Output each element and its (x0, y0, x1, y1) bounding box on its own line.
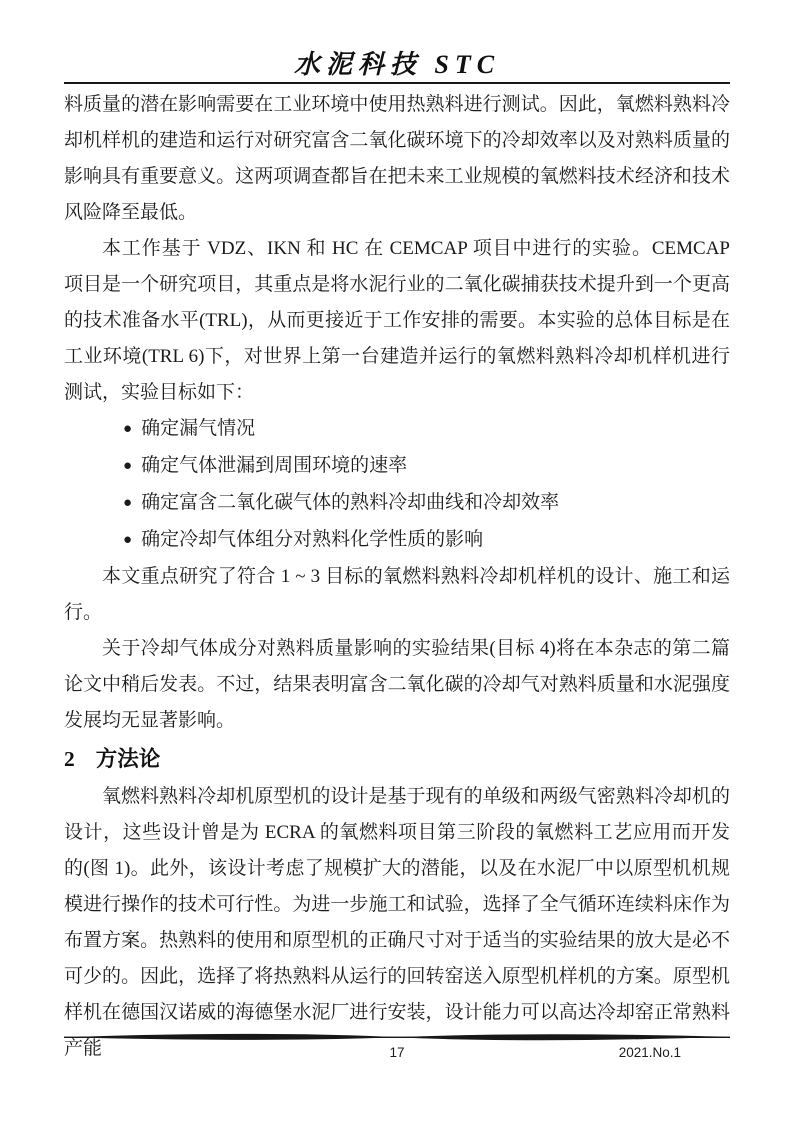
section-heading (64, 741, 730, 777)
bullet-icon: ● (123, 495, 133, 511)
paragraph: 关于冷却气体成分对熟料质量影响的实验结果(目标 4)将在本杂志的第二篇论文中稍后发表。不过，结果表明富含二氧化碳的冷却气对熟料质量和水泥强度发展均无显著影响。 (64, 638, 730, 731)
page-footer (64, 1033, 730, 1065)
paragraph: 氧燃料熟料冷却机原型机的设计是基于现有的单级和两级气密熟料冷却机的设计，这些设计曾是为 ECRA 的氧燃料项目第三阶段的氧燃料工艺应用而开发的(图 1)。此外，该设计考虑了规模扩大的潜能，以及在水泥厂中以原型机机规模进行操作的技术可行性。为进一步施工和试验，选择了全气循环连续料床作为布置方案。热熟料的使用和原型机的正确尺寸对于适当的实验结果的放大是必不可少的。因此，选择了将热熟料从运行的回转窑送入原型机样机的方案。原型机样机在德国汉诺威的海德堡水泥厂进行安装，设计能力可以高达冷却窑正常熟料产能 (64, 786, 730, 1059)
page-number: 17 (389, 1045, 405, 1060)
header-rule (64, 82, 730, 84)
bullet-item-text: 确定冷却气体组分对熟料化学性质的影响 (141, 529, 484, 550)
bullet-item-text: 确定富含二氧化碳气体的熟料冷却曲线和冷却效率 (141, 492, 560, 513)
issue-number: 2021.No.1 (618, 1045, 681, 1060)
bullet-icon: ● (123, 532, 133, 548)
section-number: 2 (64, 747, 75, 771)
bullet-icon: ● (123, 458, 133, 474)
bullet-item (123, 522, 730, 559)
paragraph: 本工作基于 VDZ、IKN 和 HC 在 CEMCAP 项目中进行的实验。CEMCAP 项目是一个研究项目，其重点是将水泥行业的二氧化碳捕获技术提升到一个更高的技术准备水平(TRL)，从而更接近于工作安排的需要。本实验的总体目标是在工业环境(TRL 6)下，对世界上第一台建造并运行的氧燃料熟料冷却机样机进行测试，实验目标如下： (64, 238, 730, 403)
bullet-item-text: 确定气体泄漏到周围环境的速率 (141, 455, 408, 476)
article-body (64, 87, 730, 1067)
bullet-item-text: 确定漏气情况 (141, 418, 256, 439)
journal-title: 水泥科技 STC (293, 50, 501, 79)
bullet-item (123, 411, 730, 448)
footer-decorative-rule (64, 1033, 730, 1042)
paragraph-continuation: 料质量的潜在影响需要在工业环境中使用热熟料进行测试。因此，氧燃料熟料冷却机样机的建造和运行对研究富含二氧化碳环境下的冷却效率以及对熟料质量的影响具有重要意义。这两项调查都旨在把未来工业规模的氧燃料技术经济和技术风险降至最低。 (64, 94, 730, 223)
page-header (64, 44, 730, 81)
bullet-icon: ● (123, 421, 133, 437)
bullet-item (123, 448, 730, 485)
footer-row (64, 1045, 730, 1065)
section-title: 方法论 (95, 747, 161, 771)
bullet-item (123, 485, 730, 522)
objectives-bullet-list (64, 411, 730, 559)
paragraph: 本文重点研究了符合 1 ~ 3 目标的氧燃料熟料冷却机样机的设计、施工和运行。 (64, 566, 730, 623)
